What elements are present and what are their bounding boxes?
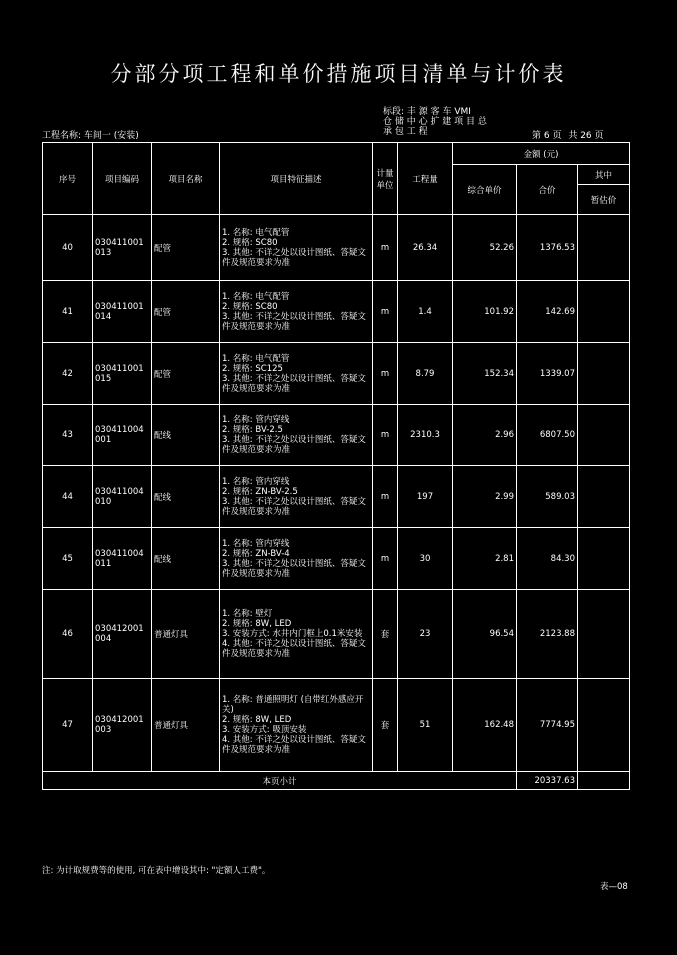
- row-price: 101.92: [453, 281, 517, 343]
- page-total: 共 26 页: [568, 131, 604, 141]
- row-unit: 套: [373, 590, 398, 679]
- row-desc: 1. 名称: 普通照明灯 (自带红外感应开关) 2. 规格: 8W, LED 3. 安装方式: 吸顶安装 4. 其他: 不详之处以设计图纸、答疑文件及规范要求为准: [220, 679, 373, 772]
- table-row: [43, 590, 630, 679]
- row-estimate: [578, 466, 630, 528]
- row-seq: 45: [43, 528, 93, 590]
- row-estimate: [578, 590, 630, 679]
- row-seq: 42: [43, 343, 93, 405]
- row-qty: 30: [398, 528, 453, 590]
- row-desc: 1. 名称: 电气配管 2. 规格: SC80 3. 其他: 不详之处以设计图纸、答疑文件及规范要求为准: [220, 281, 373, 343]
- row-code: 030411001 013: [93, 215, 152, 281]
- row-estimate: [578, 405, 630, 466]
- row-seq: 44: [43, 466, 93, 528]
- row-unit: 套: [373, 679, 398, 772]
- row-price: 2.99: [453, 466, 517, 528]
- row-desc: 1. 名称: 电气配管 2. 规格: SC125 3. 其他: 不详之处以设计图纸、答疑文件及规范要求为准: [220, 343, 373, 405]
- header-of-which: 其中: [578, 165, 630, 185]
- row-desc: 1. 名称: 管内穿线 2. 规格: ZN-BV-2.5 3. 其他: 不详之处以设计图纸、答疑文件及规范要求为准: [220, 466, 373, 528]
- row-code: 030412001 003: [93, 679, 152, 772]
- row-estimate: [578, 528, 630, 590]
- row-code: 030412001 004: [93, 590, 152, 679]
- row-qty: 2310.3: [398, 405, 453, 466]
- header-unit-price: 综合单价: [453, 165, 517, 215]
- row-unit: m: [373, 466, 398, 528]
- subtotal-label: 本页小计: [43, 772, 517, 790]
- subtotal-estimate: [578, 772, 630, 790]
- section-line-3: 承 包 工 程: [383, 127, 428, 137]
- footnote: 注: 为计取规费等的使用, 可在表中增设其中: "定额人工费"。: [42, 866, 271, 876]
- row-price: 2.81: [453, 528, 517, 590]
- table-row: [43, 405, 630, 466]
- row-seq: 46: [43, 590, 93, 679]
- subtotal-row: [43, 772, 630, 790]
- row-desc: 1. 名称: 管内穿线 2. 规格: ZN-BV-4 3. 其他: 不详之处以设计图纸、答疑文件及规范要求为准: [220, 528, 373, 590]
- table-row: [43, 466, 630, 528]
- bill-table: [42, 142, 630, 790]
- row-unit: m: [373, 215, 398, 281]
- header-qty: 工程量: [398, 143, 453, 215]
- row-name: 普通灯具: [152, 679, 220, 772]
- row-total: 84.30: [517, 528, 578, 590]
- row-code: 030411004 010: [93, 466, 152, 528]
- row-qty: 23: [398, 590, 453, 679]
- row-total: 6807.50: [517, 405, 578, 466]
- row-qty: 51: [398, 679, 453, 772]
- row-total: 1339.07: [517, 343, 578, 405]
- project-name: 工程名称: 车间一 (安装): [42, 131, 139, 141]
- page-indicator: [532, 128, 608, 141]
- subtotal-total: 20337.63: [517, 772, 578, 790]
- row-unit: m: [373, 528, 398, 590]
- header-estimate: 暂估价: [578, 185, 630, 215]
- table-row: [43, 215, 630, 281]
- row-estimate: [578, 281, 630, 343]
- row-code: 030411004 011: [93, 528, 152, 590]
- row-name: 配线: [152, 528, 220, 590]
- row-name: 普通灯具: [152, 590, 220, 679]
- table-row: [43, 679, 630, 772]
- section-info: [383, 107, 487, 137]
- row-total: 7774.95: [517, 679, 578, 772]
- row-unit: m: [373, 343, 398, 405]
- row-total: 142.69: [517, 281, 578, 343]
- header-name: 项目名称: [152, 143, 220, 215]
- row-code: 030411001 015: [93, 343, 152, 405]
- header-amount: 金额 (元): [453, 143, 630, 165]
- row-total: 1376.53: [517, 215, 578, 281]
- page-current: 第 6 页: [532, 131, 562, 141]
- header-code: 项目编码: [93, 143, 152, 215]
- row-price: 152.34: [453, 343, 517, 405]
- row-total: 2123.88: [517, 590, 578, 679]
- row-total: 589.03: [517, 466, 578, 528]
- row-name: 配管: [152, 343, 220, 405]
- row-estimate: [578, 215, 630, 281]
- row-desc: 1. 名称: 壁灯 2. 规格: 8W, LED 3. 安装方式: 水井内门框上0.1米安装 4. 其他: 不详之处以设计图纸、答疑文件及规范要求为准: [220, 590, 373, 679]
- row-price: 162.48: [453, 679, 517, 772]
- table-row: [43, 281, 630, 343]
- row-name: 配管: [152, 281, 220, 343]
- row-price: 96.54: [453, 590, 517, 679]
- row-name: 配线: [152, 466, 220, 528]
- row-qty: 1.4: [398, 281, 453, 343]
- header-unit: 计量单位: [373, 143, 398, 215]
- row-price: 52.26: [453, 215, 517, 281]
- table-row: [43, 528, 630, 590]
- row-unit: m: [373, 405, 398, 466]
- row-name: 配管: [152, 215, 220, 281]
- row-qty: 8.79: [398, 343, 453, 405]
- row-code: 030411001 014: [93, 281, 152, 343]
- row-desc: 1. 名称: 电气配管 2. 规格: SC80 3. 其他: 不详之处以设计图纸、答疑文件及规范要求为准: [220, 215, 373, 281]
- row-seq: 41: [43, 281, 93, 343]
- row-desc: 1. 名称: 管内穿线 2. 规格: BV-2.5 3. 其他: 不详之处以设计图纸、答疑文件及规范要求为准: [220, 405, 373, 466]
- table-row: [43, 343, 630, 405]
- row-name: 配线: [152, 405, 220, 466]
- section-line-2: 仓 储 中 心 扩 建 项 目 总: [383, 117, 487, 127]
- header-total: 合价: [517, 165, 578, 215]
- header-desc: 项目特征描述: [220, 143, 373, 215]
- row-seq: 43: [43, 405, 93, 466]
- row-qty: 26.34: [398, 215, 453, 281]
- row-qty: 197: [398, 466, 453, 528]
- section-line-1: 标段: 丰 源 客 车 VMI: [383, 107, 471, 117]
- page-title: 分部分项工程和单价措施项目清单与计价表: [110, 62, 567, 86]
- header-seq: 序号: [43, 143, 93, 215]
- row-seq: 47: [43, 679, 93, 772]
- row-estimate: [578, 343, 630, 405]
- row-unit: m: [373, 281, 398, 343]
- row-estimate: [578, 679, 630, 772]
- row-seq: 40: [43, 215, 93, 281]
- form-number: 表—08: [600, 882, 628, 892]
- row-code: 030411004 001: [93, 405, 152, 466]
- row-price: 2.96: [453, 405, 517, 466]
